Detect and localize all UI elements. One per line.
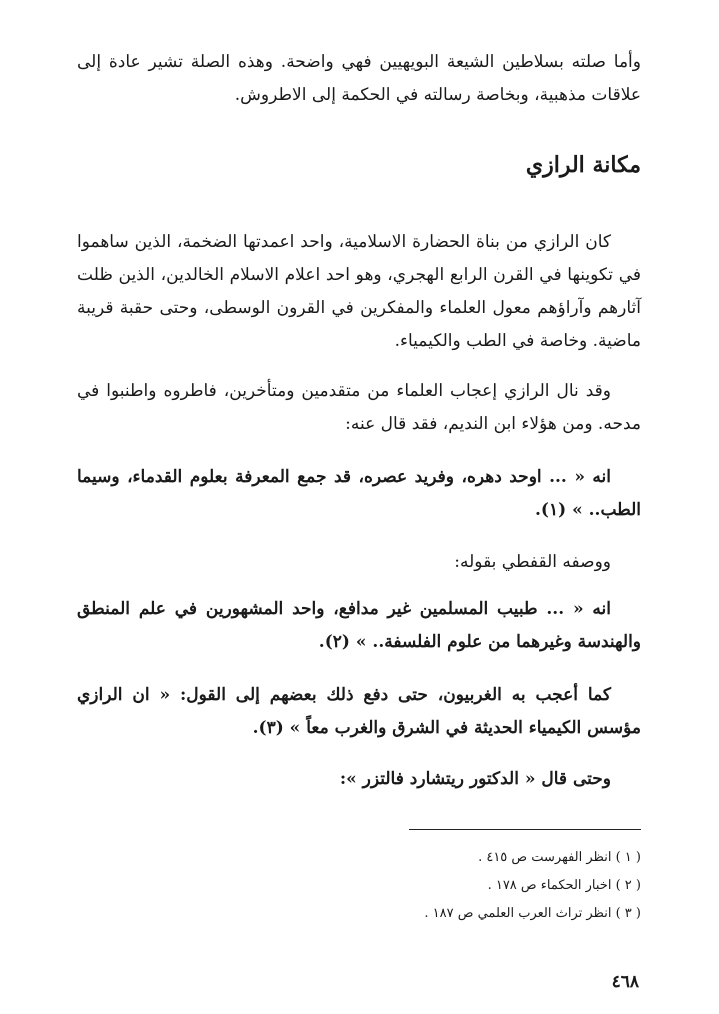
page-number: ٤٦٨ xyxy=(611,972,639,992)
quote-ibn-nadim: انه « ... اوحد دهره، وفريد عصره، قد جمع المعرفة بعلوم القدماء، وسيما الطب.. » (١). xyxy=(77,467,641,520)
paragraph-walzer-intro: وحتى قال « الدكتور ريتشارد فالتزر »: xyxy=(339,769,611,789)
footnote-divider xyxy=(409,829,641,830)
footnote-3: ( ٣ ) انظر تراث العرب العلمي ص ١٨٧ . xyxy=(424,906,641,921)
paragraph-bowayhid-relations: وأما صلته بسلاطين الشيعة البويهيين فهي واضحة. وهذه الصلة تشير عادة إلى علاقات مذهبية، وبخاصة رسالته في الحكمة إلى الاطروش. xyxy=(77,52,641,105)
footnote-1: ( ١ ) انظر الفهرست ص ٤١٥ . xyxy=(478,850,641,865)
footnote-2: ( ٢ ) اخبار الحكماء ص ١٧٨ . xyxy=(487,878,641,893)
quote-qifti: انه « ... طبيب المسلمين غير مدافع، واحد المشهورين في علم المنطق والهندسة وغيرهما من علوم الفلسفة.. » (٢). xyxy=(77,599,641,652)
paragraph-razi-status: كان الرازي من بناة الحضارة الاسلامية، واحد اعمدتها الضخمة، الذين ساهموا في تكوينها في القرن الرابع الهجري، وهو احد اعلام الاسلام الخالدين، الذين ظلت آثارهم وآراؤهم معول العلماء والمفكرين في القرون الوسطى، وحتى حقبة قريبة ماضية. وخاصة في الطب والكيمياء. xyxy=(77,232,641,351)
section-heading: مكانة الرازي xyxy=(525,152,641,178)
paragraph-qifti-intro: ووصفه القفطي بقوله: xyxy=(454,552,611,572)
paragraph-western-admiration: كما أعجب به الغربيون، حتى دفع ذلك بعضهم إلى القول: « ان الرازي مؤسس الكيمياء الحديثة في الشرق والغرب معاً » (٣). xyxy=(77,685,641,738)
paragraph-admiration: وقد نال الرازي إعجاب العلماء من متقدمين ومتأخرين، فاطروه واطنبوا في مدحه. ومن هؤلاء ابن النديم، فقد قال عنه: xyxy=(77,381,641,434)
